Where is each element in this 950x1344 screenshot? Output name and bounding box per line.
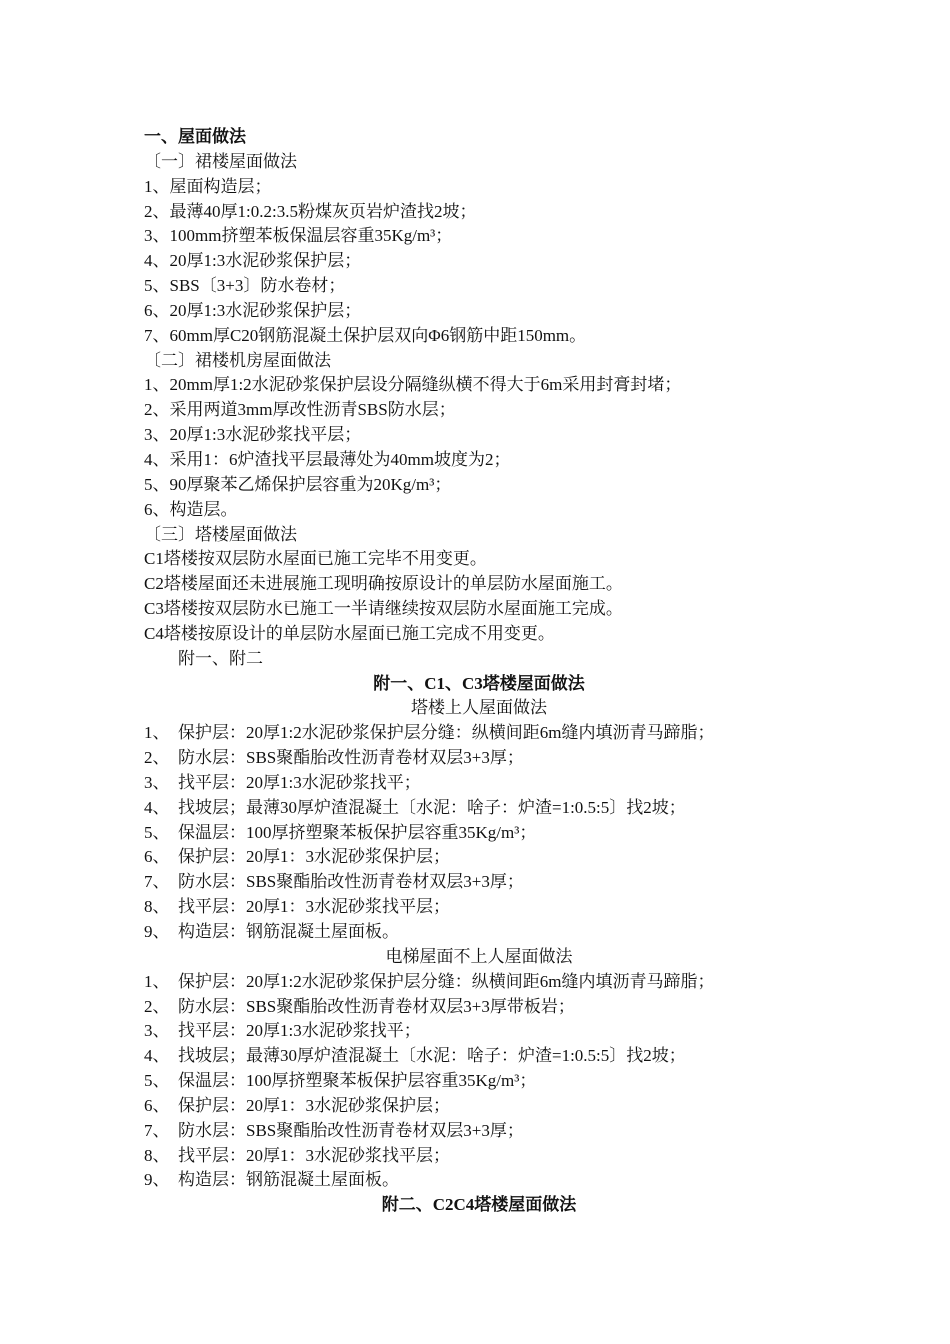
list-item: C3塔楼按双层防水已施工一半请继续按双层防水屋面施工完成。 <box>144 599 623 619</box>
subsection-title-tower: 〔三〕塔楼屋面做法 <box>144 524 297 544</box>
appendix1-sub1-title: 塔楼上人屋面做法 <box>411 698 547 718</box>
list-item: C1塔楼按双层防水屋面已施工完毕不用变更。 <box>144 549 487 569</box>
list-item <box>144 870 814 895</box>
item-number: 3、 <box>144 1021 170 1041</box>
item-text: 防水层：SBS聚酯胎改性沥青卷材双层3+3厚； <box>178 872 524 892</box>
item-text: 找坡层；最薄30厚炉渣混凝土〔水泥：啥子：炉渣=1:0.5:5〕找2坡； <box>178 797 686 817</box>
item-number: 1、 <box>144 723 170 743</box>
appendix-note: 附一、附二 <box>178 648 263 668</box>
item-number: 2、 <box>144 996 170 1016</box>
item-number: 8、 <box>144 1145 170 1165</box>
list-item: 5、SBS〔3+3〕防水卷材； <box>144 276 346 296</box>
list-item <box>144 1019 814 1044</box>
item-number: 8、 <box>144 897 170 917</box>
list-item <box>144 1119 814 1144</box>
item-text: 找平层：20厚1:3水泥砂浆找平； <box>178 1021 421 1041</box>
item-text: 防水层：SBS聚酯胎改性沥青卷材双层3+3厚带板岩； <box>178 996 575 1016</box>
list-item: 2、最薄40厚1:0.2:3.5粉煤灰页岩炉渣找2坡； <box>144 201 477 221</box>
item-text: 保护层：20厚1:2水泥砂浆保护层分缝：纵横间距6m缝内填沥青马蹄脂； <box>178 723 715 743</box>
list-item <box>144 1044 814 1069</box>
list-item <box>144 895 814 920</box>
list-item <box>144 796 814 821</box>
list-item <box>144 771 814 796</box>
item-number: 2、 <box>144 748 170 768</box>
item-text: 保温层：100厚挤塑聚苯板保护层容重35Kg/m³； <box>178 822 537 842</box>
item-number: 6、 <box>144 1095 170 1115</box>
list-item: 3、20厚1:3水泥砂浆找平层； <box>144 425 362 445</box>
list-item <box>144 1144 814 1169</box>
item-text: 找坡层；最薄30厚炉渣混凝土〔水泥：啥子：炉渣=1:0.5:5〕找2坡； <box>178 1046 686 1066</box>
appendix1-sub2-title: 电梯屋面不上人屋面做法 <box>385 946 573 966</box>
section-heading-roof: 一、屋面做法 <box>144 127 246 146</box>
item-text: 找平层：20厚1：3水泥砂浆找平层； <box>178 1145 450 1165</box>
list-item <box>144 995 814 1020</box>
item-number: 7、 <box>144 1120 170 1140</box>
list-item: 7、60mm厚C20钢筋混凝土保护层双向Φ6钢筋中距150mm。 <box>144 325 587 345</box>
appendix2-title: 附二、C2C4塔楼屋面做法 <box>381 1195 577 1215</box>
list-item: 3、100mm挤塑苯板保温层容重35Kg/m³； <box>144 226 453 246</box>
item-number: 3、 <box>144 772 170 792</box>
list-item: 6、20厚1:3水泥砂浆保护层； <box>144 300 362 320</box>
list-item <box>144 970 814 995</box>
item-number: 7、 <box>144 872 170 892</box>
list-item <box>144 746 814 771</box>
subsection-title-machine-room: 〔二〕裙楼机房屋面做法 <box>144 350 331 370</box>
list-item: 5、90厚聚苯乙烯保护层容重为20Kg/m³； <box>144 474 452 494</box>
item-text: 保温层：100厚挤塑聚苯板保护层容重35Kg/m³； <box>178 1071 537 1091</box>
list-item <box>144 721 814 746</box>
item-text: 找平层：20厚1：3水泥砂浆找平层； <box>178 897 450 917</box>
item-text: 保护层：20厚1：3水泥砂浆保护层； <box>178 847 450 867</box>
item-number: 4、 <box>144 797 170 817</box>
item-text: 构造层：钢筋混凝土屋面板。 <box>178 922 399 941</box>
appendix1-title: 附一、C1、C3塔楼屋面做法 <box>373 673 585 693</box>
list-item: 4、采用1：6炉渣找平层最薄处为40mm坡度为2； <box>144 449 511 469</box>
item-text: 保护层：20厚1:2水泥砂浆保护层分缝：纵横间距6m缝内填沥青马蹄脂； <box>178 971 715 991</box>
item-number: 6、 <box>144 847 170 867</box>
document-body <box>144 125 814 1218</box>
item-number: 5、 <box>144 1071 170 1091</box>
list-item: 4、20厚1:3水泥砂浆保护层； <box>144 251 362 271</box>
item-number: 4、 <box>144 1046 170 1066</box>
list-item: C4塔楼按原设计的单层防水屋面已施工完成不用变更。 <box>144 623 555 643</box>
list-item: C2塔楼屋面还未进展施工现明确按原设计的单层防水屋面施工。 <box>144 574 623 594</box>
item-number: 9、 <box>144 1170 170 1190</box>
item-text: 构造层：钢筋混凝土屋面板。 <box>178 1170 399 1190</box>
list-item <box>144 920 814 945</box>
list-item <box>144 1094 814 1119</box>
item-text: 防水层：SBS聚酯胎改性沥青卷材双层3+3厚； <box>178 1120 524 1140</box>
list-item <box>144 1168 814 1193</box>
list-item: 6、构造层。 <box>144 499 238 519</box>
subsection-title-podium: 〔一〕裙楼屋面做法 <box>144 151 297 171</box>
item-text: 保护层：20厚1：3水泥砂浆保护层； <box>178 1095 450 1115</box>
list-item: 1、20mm厚1:2水泥砂浆保护层设分隔缝纵横不得大于6m采用封膏封堵； <box>144 375 682 395</box>
item-number: 5、 <box>144 822 170 842</box>
item-number: 1、 <box>144 971 170 991</box>
list-item <box>144 821 814 846</box>
item-text: 防水层：SBS聚酯胎改性沥青卷材双层3+3厚； <box>178 748 524 768</box>
list-item: 1、屋面构造层； <box>144 176 272 196</box>
list-item: 2、采用两道3mm厚改性沥青SBS防水层； <box>144 400 456 420</box>
item-text: 找平层：20厚1:3水泥砂浆找平； <box>178 772 421 792</box>
list-item <box>144 1069 814 1094</box>
item-number: 9、 <box>144 922 170 941</box>
list-item <box>144 845 814 870</box>
